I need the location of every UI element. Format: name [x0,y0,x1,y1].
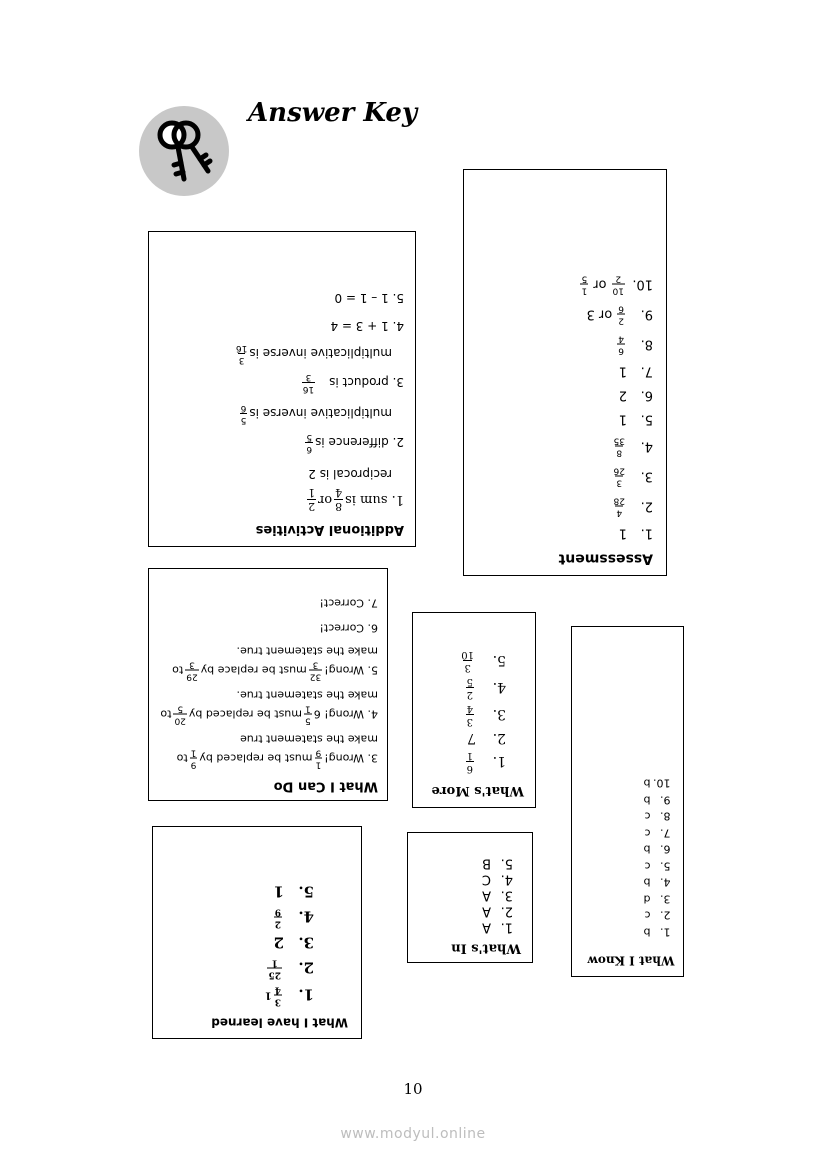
item-answer: c [643,908,650,922]
additional-item-2-text: 2. difference is [315,435,404,450]
list-item [166,906,314,927]
item-number: 3. [659,892,670,905]
list-item [477,525,653,540]
can-do-item-4-text: 4. Wrong! 6 [313,707,378,720]
list-item [419,886,513,902]
what-i-know-list [581,774,674,939]
item-answer: 7 [467,730,476,746]
whats-more-heading: What's More [431,783,524,798]
whats-in-list [419,854,521,934]
list-item [477,435,653,456]
assessment-list [477,273,653,540]
list-item [424,730,506,746]
fraction [466,676,474,699]
fraction-numerator: 8 [616,447,623,457]
item-number: 6. [659,842,670,856]
item-number: 9. [659,793,670,806]
list-item [166,957,314,978]
fraction-denominator: 4 [274,984,281,994]
list-item [419,918,513,934]
item-answer: A [482,903,491,918]
fraction-denominator: 1 [271,957,278,967]
can-do-item-4-end: to [160,707,172,720]
list-item [581,890,670,907]
item-number: 7. [640,363,653,378]
what-i-know-heading: What I Know [587,953,674,967]
item-number: 8. [640,336,653,351]
additional-item-4: 4. 1 + 3 = 4 [330,319,404,333]
fraction: 5 6 [240,403,247,425]
can-do-item-5-line2: make the statement true. [236,644,378,657]
item-number: 8. [659,809,670,823]
whats-in-box [407,832,533,963]
can-do-item-4-mid: must be replaced by [188,707,303,720]
fraction [617,333,625,354]
keys-logo [138,105,230,197]
list-item [581,873,670,890]
item-number: 3. [298,933,314,951]
item-answer: 1 [618,525,627,540]
fraction: 8 4 [335,486,343,513]
item-number: 3. [500,887,513,902]
list-item [477,273,653,294]
fraction [274,906,282,927]
item-number: 2. [492,730,506,746]
item-number: 2. [298,958,314,977]
fraction [614,495,625,516]
can-do-item-5 [158,659,378,680]
item-number: 1. [492,753,506,770]
can-do-item-5-mid: must be replace by [200,663,307,676]
item-number: 3. [492,706,506,723]
fraction-denominator: 6 [618,303,624,313]
fraction-numerator: 3 [466,716,473,727]
can-do-item-7: 7. Correct! [319,596,378,609]
list-item [424,676,506,699]
can-do-item-5-end: to [172,663,184,676]
list-item [477,363,653,378]
additional-activities-box [148,231,416,547]
item-answer: C [481,871,491,886]
fraction [274,984,282,1005]
page-title: Answer Key [248,98,418,128]
fraction-numerator: 2 [466,689,473,700]
item-number: 1. [298,985,314,1004]
item-answer: c [643,809,650,823]
list-item [477,465,653,486]
additional-item-1-text: 1. sum is [345,492,404,507]
can-do-item-6: 6. Correct! [319,621,378,634]
item-number: 5. [492,652,506,669]
can-do-item-4 [158,703,378,724]
fraction [466,750,474,773]
can-do-item-3-end: to [176,751,188,764]
list-item [477,387,653,402]
fraction [267,957,282,978]
item-number: 4. [500,871,513,886]
additional-heading: Additional Activities [255,522,404,537]
what-i-can-do-heading: What I Can Do [273,778,378,793]
list-item [581,906,670,923]
fraction: 6 5 [306,432,313,454]
additional-item-3b-text: multiplicative inverse is [249,346,392,361]
additional-item-5: 5. 1 – 1 = 0 [334,291,404,305]
fraction [466,703,474,726]
fraction: 16 3 [302,372,315,394]
fraction-numerator: 6 [618,345,624,355]
whats-in-heading: What's In [451,940,521,955]
page-number: 10 [403,1080,423,1098]
whats-more-list [424,649,524,773]
list-item [166,882,314,900]
item-tail: or 3 [586,306,613,321]
can-do-item-4-line2: make the statement true. [236,688,378,701]
additional-item-1 [160,487,404,512]
fraction: 3 16 [235,343,248,365]
can-do-item-3-text: 3. Wrong! [324,751,378,764]
item-number: 4. [640,438,653,453]
item-answer: B [482,855,491,870]
fraction: 29 3 [186,659,198,681]
what-i-can-do-box [148,568,388,801]
item-answer: b [643,875,650,889]
fraction [581,273,589,294]
item-answer: c [643,826,650,839]
can-do-item-3-line2: make the statement true [240,732,378,745]
fraction [614,435,625,456]
fraction-denominator: 5 [581,273,588,283]
fraction-denominator: 4 [466,703,473,714]
fraction-numerator: 10 [612,285,624,295]
item-answer: d [643,892,650,905]
what-i-know-box [571,626,684,977]
item-or: or [593,276,607,291]
item-number: 10. [632,276,653,291]
item-answer: 1 [618,411,627,426]
assessment-box [463,169,667,576]
item-number: 10. [652,776,670,790]
fraction-numerator: 3 [616,477,623,487]
what-i-have-learned-box [152,826,362,1039]
fraction: 9 1 [190,747,197,769]
item-answer: 2 [273,933,284,951]
item-number: 5. [298,882,314,900]
item-number: 5. [500,855,513,870]
list-item [581,857,670,874]
fraction-denominator: 5 [466,676,473,687]
fraction-denominator: 4 [618,333,624,343]
list-item [424,703,506,726]
fraction-numerator: 4 [616,507,623,517]
list-item [419,902,513,918]
can-do-item-3-mid: must be replaced by [199,751,313,764]
keys-icon [138,105,230,197]
learned-list [166,882,348,1005]
list-item [581,791,670,808]
additional-item-2 [160,432,404,453]
learned-heading: What I have learned [211,1015,348,1029]
additional-item-2b-text: multiplicative inverse is [249,406,392,421]
fraction-denominator: 26 [613,465,625,475]
item-answer: c [643,859,650,872]
list-item [424,750,506,773]
item-number: 6. [640,387,653,402]
fraction-denominator: 1 [466,750,473,761]
can-do-item-3 [158,747,378,768]
additional-item-3-text: 3. product is [329,375,404,390]
list-item [581,807,670,824]
list-item [419,854,513,870]
fraction: 5 1 [305,703,311,725]
additional-item-1b: reciprocal is 2 [308,467,392,481]
fraction [612,273,625,294]
list-item [419,870,513,886]
item-answer: 1 [273,882,284,900]
item-number: 5. [640,411,653,426]
item-number: 4. [492,679,506,696]
can-do-item-5-text: 5. Wrong! [324,663,378,676]
additional-item-3 [160,372,404,393]
list-item [166,984,314,1005]
fraction-denominator: 35 [613,435,625,445]
list-item [581,840,670,857]
item-answer: b [643,925,650,938]
fraction-denominator: 10 [461,649,474,660]
fraction: 20 5 [174,703,186,725]
item-number: 2. [640,498,653,513]
or-text: or [318,492,333,507]
list-item [581,824,670,841]
whats-more-box [412,612,536,808]
assessment-heading: Assessment [558,550,653,566]
item-answer: b [643,793,650,806]
watermark: www.modyul.online [340,1126,486,1142]
item-number: 1. [500,919,513,934]
item-number: 2. [500,903,513,918]
item-number: 5. [659,859,670,872]
list-item [581,774,670,791]
list-item [477,333,653,354]
list-item [581,923,670,940]
fraction-numerator: 3 [464,662,471,673]
item-answer: A [482,919,491,934]
item-number: 7. [659,826,670,839]
fraction-numerator: 6 [466,763,473,774]
fraction-numerator: 2 [618,315,624,325]
fraction-numerator: 3 [274,996,281,1006]
item-number: 2. [659,908,670,922]
list-item [166,933,314,951]
item-answer: b [643,842,650,856]
item-answer: 1 [618,363,627,378]
fraction [461,649,474,672]
fraction [617,303,625,324]
fraction-denominator: 9 [274,906,281,916]
fraction-numerator: 25 [268,969,281,979]
list-item [477,495,653,516]
item-number: 4. [659,875,670,889]
fraction-numerator: 2 [274,918,281,928]
fraction-denominator: 2 [615,273,622,283]
item-whole: 1 [264,989,272,1000]
additional-item-3b [160,343,392,364]
item-number: 1. [659,925,670,938]
item-number: 1. [640,525,653,540]
additional-item-2b [160,403,392,424]
fraction-numerator: 1 [581,285,588,295]
fraction [614,465,625,486]
item-answer: 2 [618,387,627,402]
item-answer: A [482,887,491,902]
list-item [477,303,653,324]
list-item [424,649,506,672]
fraction-denominator: 28 [613,495,625,505]
fraction: 1 9 [315,747,322,769]
fraction: 32 3 [309,659,322,681]
item-number: 9. [640,306,653,321]
item-answer: b [643,776,650,790]
item-number: 4. [298,907,314,926]
item-number: 3. [640,468,653,483]
fraction: 2 1 [308,486,316,513]
list-item [477,411,653,426]
